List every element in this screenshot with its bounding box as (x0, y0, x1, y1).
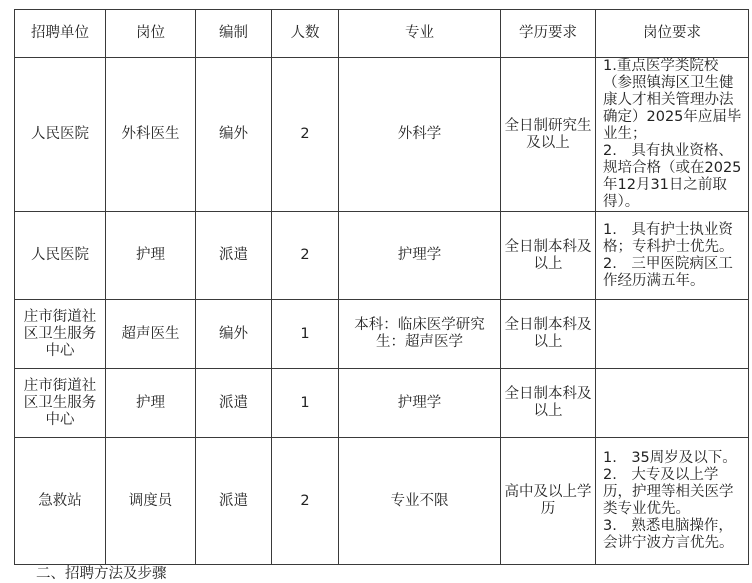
cell-unit: 人民医院 (15, 58, 106, 212)
header-count: 人数 (272, 10, 339, 58)
cell-count: 2 (272, 58, 339, 212)
cell-position: 护理 (106, 369, 196, 438)
cell-staffing: 派遣 (196, 212, 272, 300)
cell-staffing: 编外 (196, 58, 272, 212)
cell-staffing: 编外 (196, 300, 272, 369)
cell-requirements (596, 438, 749, 565)
cell-position: 护理 (106, 212, 196, 300)
cell-count: 1 (272, 369, 339, 438)
cell-count: 1 (272, 300, 339, 369)
requirement-item: 2. 三甲医院病区工作经历满五年。 (603, 255, 733, 289)
cell-education: 高中及以上学历 (501, 438, 596, 565)
header-education: 学历要求 (501, 10, 596, 58)
cell-major: 护理学 (339, 369, 501, 438)
table-row (15, 369, 749, 438)
cell-major: 护理学 (339, 212, 501, 300)
table-row (15, 300, 749, 369)
table-row (15, 212, 749, 300)
requirement-item: 3. 熟悉电脑操作，会讲宁波方言优先。 (603, 518, 734, 551)
table-row (15, 58, 749, 212)
requirement-item: 1. 35周岁及以下。 (603, 450, 737, 466)
cell-education: 全日制本科及以上 (501, 212, 596, 300)
section-heading: 二、招聘方法及步骤 (36, 566, 167, 582)
cell-major: 外科学 (339, 58, 501, 212)
cell-count: 2 (272, 212, 339, 300)
header-staffing: 编制 (196, 10, 272, 58)
header-major: 专业 (339, 10, 501, 58)
header-unit: 招聘单位 (15, 10, 106, 58)
cell-requirements (596, 58, 749, 212)
cell-unit: 人民医院 (15, 212, 106, 300)
cell-education: 全日制本科及以上 (501, 369, 596, 438)
cell-staffing: 派遣 (196, 369, 272, 438)
cell-education: 全日制本科及以上 (501, 300, 596, 369)
cell-unit: 庄市街道社区卫生服务中心 (15, 369, 106, 438)
header-row (15, 10, 749, 58)
cell-count: 2 (272, 438, 339, 565)
cell-education: 全日制研究生及以上 (501, 58, 596, 212)
requirement-item: 1.重点医学类院校（参照镇海区卫生健康人才相关管理办法确定）2025年应届毕业生； (603, 58, 742, 142)
header-position: 岗位 (106, 10, 196, 58)
requirement-item: 2. 大专及以上学历，护理等相关医学类专业优先。 (603, 467, 734, 517)
cell-unit: 庄市街道社区卫生服务中心 (15, 300, 106, 369)
cell-position: 调度员 (106, 438, 196, 565)
table-row (15, 438, 749, 565)
cell-position: 超声医生 (106, 300, 196, 369)
cell-unit: 急救站 (15, 438, 106, 565)
cell-position: 外科医生 (106, 58, 196, 212)
cell-major: 本科：临床医学研究生：超声医学 (339, 300, 501, 369)
recruitment-table (14, 9, 749, 565)
cell-requirements (596, 369, 749, 438)
cell-requirements (596, 212, 749, 300)
cell-requirements (596, 300, 749, 369)
requirement-item: 1. 具有护士执业资格；专科护士优先。 (603, 221, 734, 255)
cell-major: 专业不限 (339, 438, 501, 565)
requirement-item: 2. 具有执业资格、规培合格（或在2025年12月31日之前取得）。 (603, 143, 742, 210)
header-requirements: 岗位要求 (596, 10, 749, 58)
cell-staffing: 派遣 (196, 438, 272, 565)
